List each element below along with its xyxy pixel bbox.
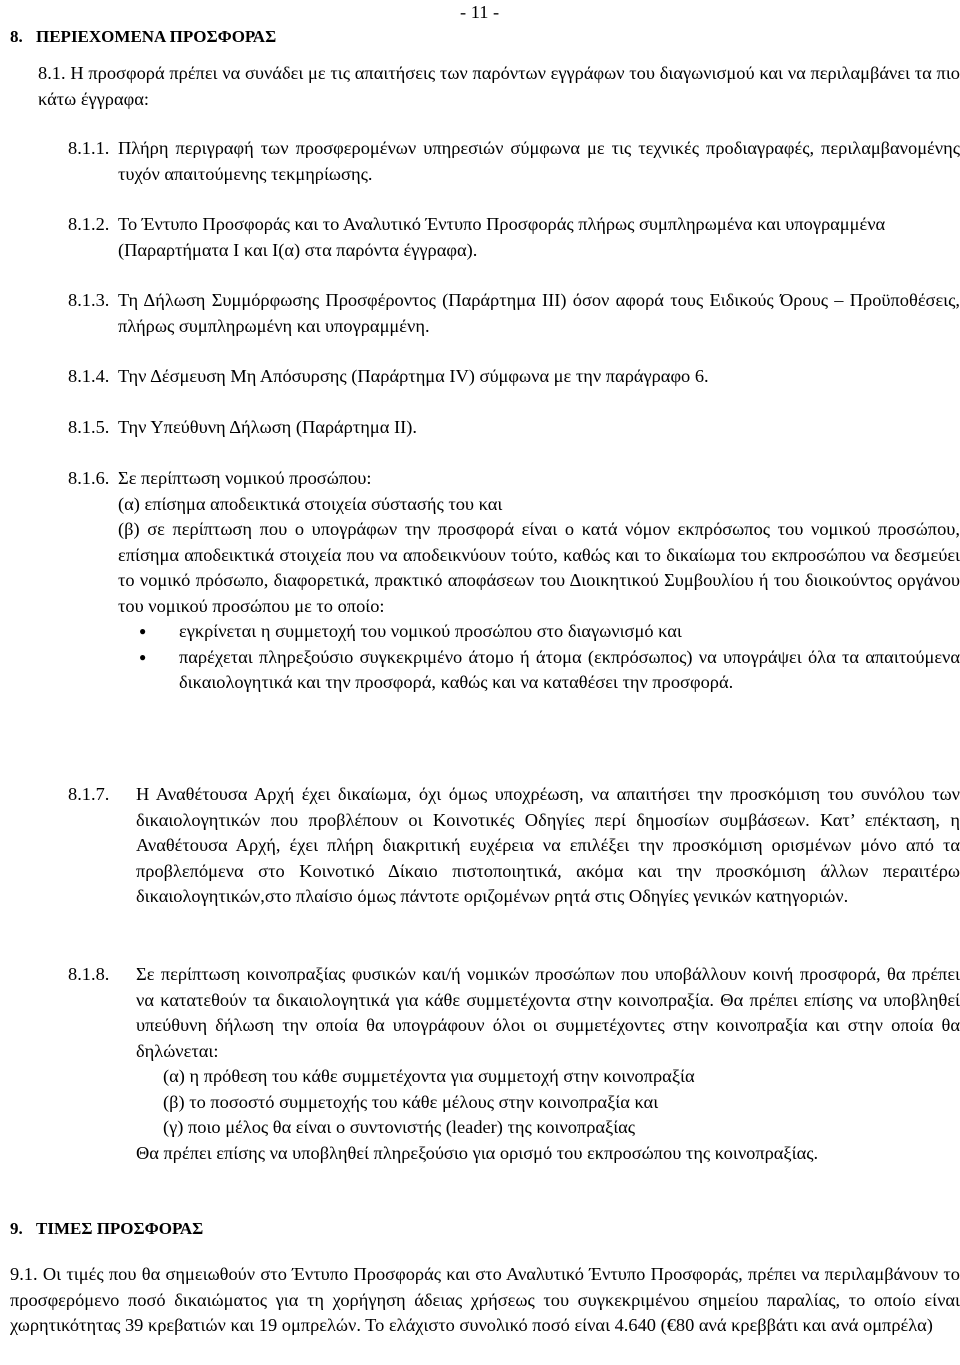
item-8-1-7 bbox=[38, 782, 960, 910]
item-text: Τη Δήλωση Συμμόρφωσης Προσφέροντος (Παράρτημα ΙΙΙ) όσον αφορά τους Ειδικούς Όρους – Προϋποθέσεις, πλήρως συμπληρωμένη και υπογραμμένη. bbox=[118, 290, 960, 336]
item-8-1-3 bbox=[38, 288, 960, 339]
item-label: 8.1.5. bbox=[68, 417, 110, 437]
item-label: 8.1.4. bbox=[68, 366, 110, 386]
item-8-closing: Θα πρέπει επίσης να υποβληθεί πληρεξούσιο για ορισμό του εκπροσώπου της κοινοπραξίας. bbox=[136, 1142, 819, 1163]
item-8-sub-a: (α) η πρόθεση του κάθε συμμετέχοντα για συμμετοχή στην κοινοπραξία bbox=[163, 1066, 695, 1086]
item-8-1-2 bbox=[38, 212, 960, 263]
item-6-sub-a: (α) επίσημα αποδεικτικά στοιχεία σύστασής του και bbox=[118, 493, 503, 514]
section-8-number: 8. bbox=[10, 27, 23, 46]
item-8-1-1 bbox=[38, 136, 960, 187]
item-text: Την Υπεύθυνη Δήλωση (Παράρτημα ΙΙ). bbox=[118, 417, 417, 437]
item-8-sub-b: (β) το ποσοστό συμμετοχής του κάθε μέλους στην κοινοπραξία και bbox=[163, 1091, 659, 1112]
item-8-1-4 bbox=[38, 364, 960, 390]
item-label: 8.1.1. bbox=[68, 138, 110, 158]
item-label: 8.1.8. bbox=[68, 964, 110, 984]
item-8-sub-c: (γ) ποιο μέλος θα είναι ο συντονιστής (leader) της κοινοπραξίας bbox=[163, 1117, 636, 1137]
page-number: - 11 - bbox=[460, 2, 500, 22]
item-label: 8.1.6. bbox=[68, 468, 110, 488]
item-6-intro: Σε περίπτωση νομικού προσώπου: bbox=[118, 468, 372, 488]
section-9-heading bbox=[10, 1216, 203, 1242]
item-8-1-5 bbox=[38, 415, 960, 441]
item-8-1-8 bbox=[38, 962, 960, 1166]
item-8-1-6 bbox=[38, 466, 960, 696]
item-label: 8.1.2. bbox=[68, 214, 110, 234]
item-8-intro: Σε περίπτωση κοινοπραξίας φυσικών και/ή νομικών προσώπων που υποβάλλουν κοινή προσφορά, θα πρέπει να κατατεθούν τα δικαιολογητικά για κάθε συμμετέχοντα στην κοινοπραξία. Θα πρέπει επίσης να υποβληθεί υπεύθυνη δήλωση την οποία θα υπογράφουν όλοι οι συμμετέχοντες στην κοινοπραξία και στην οποία θα δηλώνεται: bbox=[136, 964, 960, 1061]
item-label: 8.1.7. bbox=[68, 784, 110, 804]
section-9-number: 9. bbox=[10, 1219, 23, 1238]
item-text: Πλήρη περιγραφή των προσφερομένων υπηρεσιών σύμφωνα με τις τεχνικές προδιαγραφές, περιλαμβανομένης τυχόν απαιτούμενης τεκμηρίωσης. bbox=[118, 138, 960, 184]
item-text: Την Δέσμευση Μη Απόσυρσης (Παράρτημα IV) σύμφωνα με την παράγραφο 6. bbox=[118, 366, 709, 386]
paragraph-9-1: 9.1. Οι τιμές που θα σημειωθούν στο Έντυπο Προσφοράς και στο Αναλυτικό Έντυπο Προσφοράς, πρέπει να περιλαμβάνουν το προσφερόμενο ποσό δικαιώματος για τη χορήγηση άδειας χρήσεως του συγκεκριμένου σημείου παραλίας, το οποίο είναι χωρητικότητας 39 κρεβατιών και 19 ομπρελών. Το ελάχιστο συνολικό ποσό είναι 4.640 (€80 ανά κρεββάτι και ανά ομπρέλα) bbox=[10, 1264, 960, 1335]
paragraph-8-1: 8.1. Η προσφορά πρέπει να συνάδει με τις απαιτήσεις των παρόντων εγγράφων του διαγωνισμού και να περιλαμβάνει τα πιο κάτω έγγραφα: bbox=[38, 63, 960, 109]
item-text: Το Έντυπο Προσφοράς και το Αναλυτικό Έντυπο Προσφοράς πλήρως συμπληρωμένα και υπογραμμένα (Παραρτήματα Ι και Ι(α) στα παρόντα έγγραφα). bbox=[118, 214, 886, 260]
section-8-title: ΠΕΡΙΕΧΟΜΕΝΑ ΠΡΟΣΦΟΡΑΣ bbox=[36, 27, 277, 46]
section-8-heading bbox=[10, 24, 276, 50]
bullet-item: ● παρέχεται πληρεξούσιο συγκεκριμένο άτομο ή άτομα (εκπρόσωπος) να υπογράψει όλα τα απαιτούμενα δικαιολογητικά και την προσφορά, καθώς και να καταθέσει την προσφορά. bbox=[118, 645, 960, 696]
item-6-sub-b: (β) σε περίπτωση που ο υπογράφων την προσφορά είναι ο κατά νόμον εκπρόσωπος του νομικού προσώπου, επίσημα αποδεικτικά στοιχεία που να αποδεικνύουν τούτο, καθώς και το δικαίωμα του εκπροσώπου να δεσμεύει το νομικό πρόσωπο, διαφορετικά, πρακτικό αποφάσεων του Διοικητικού Συμβουλίου ή του διοικούντος οργάνου του νομικού προσώπου με το οποίο: bbox=[118, 519, 960, 616]
item-text: Η Αναθέτουσα Αρχή έχει δικαίωμα, όχι όμως υποχρέωση, να απαιτήσει την προσκόμιση του συνόλου των δικαιολογητικών που προβλέπουν οι Κοινοτικές Οδηγίες περί δημοσίων συμβάσεων. Κατ’ επέκταση, η Αναθέτουσα Αρχή, έχει πλήρη διακριτική ευχέρεια να επιλέξει την προσκόμιση ορισμένων μόνο από τα προβλεπόμενα στο Κοινοτικό Δίκαιο πιστοποιητικά, ακόμα και την προσκόμιση άλλων περαιτέρω δικαιολογητικών,στο πλαίσιο όμως πάντοτε οριζομένων ρητά στις Οδηγίες γενικών κατηγοριών. bbox=[136, 784, 960, 906]
bullet-item: ● εγκρίνεται η συμμετοχή του νομικού προσώπου στο διαγωνισμό και bbox=[118, 619, 960, 645]
item-label: 8.1.3. bbox=[68, 290, 110, 310]
section-9-title: ΤΙΜΕΣ ΠΡΟΣΦΟΡΑΣ bbox=[36, 1219, 204, 1238]
